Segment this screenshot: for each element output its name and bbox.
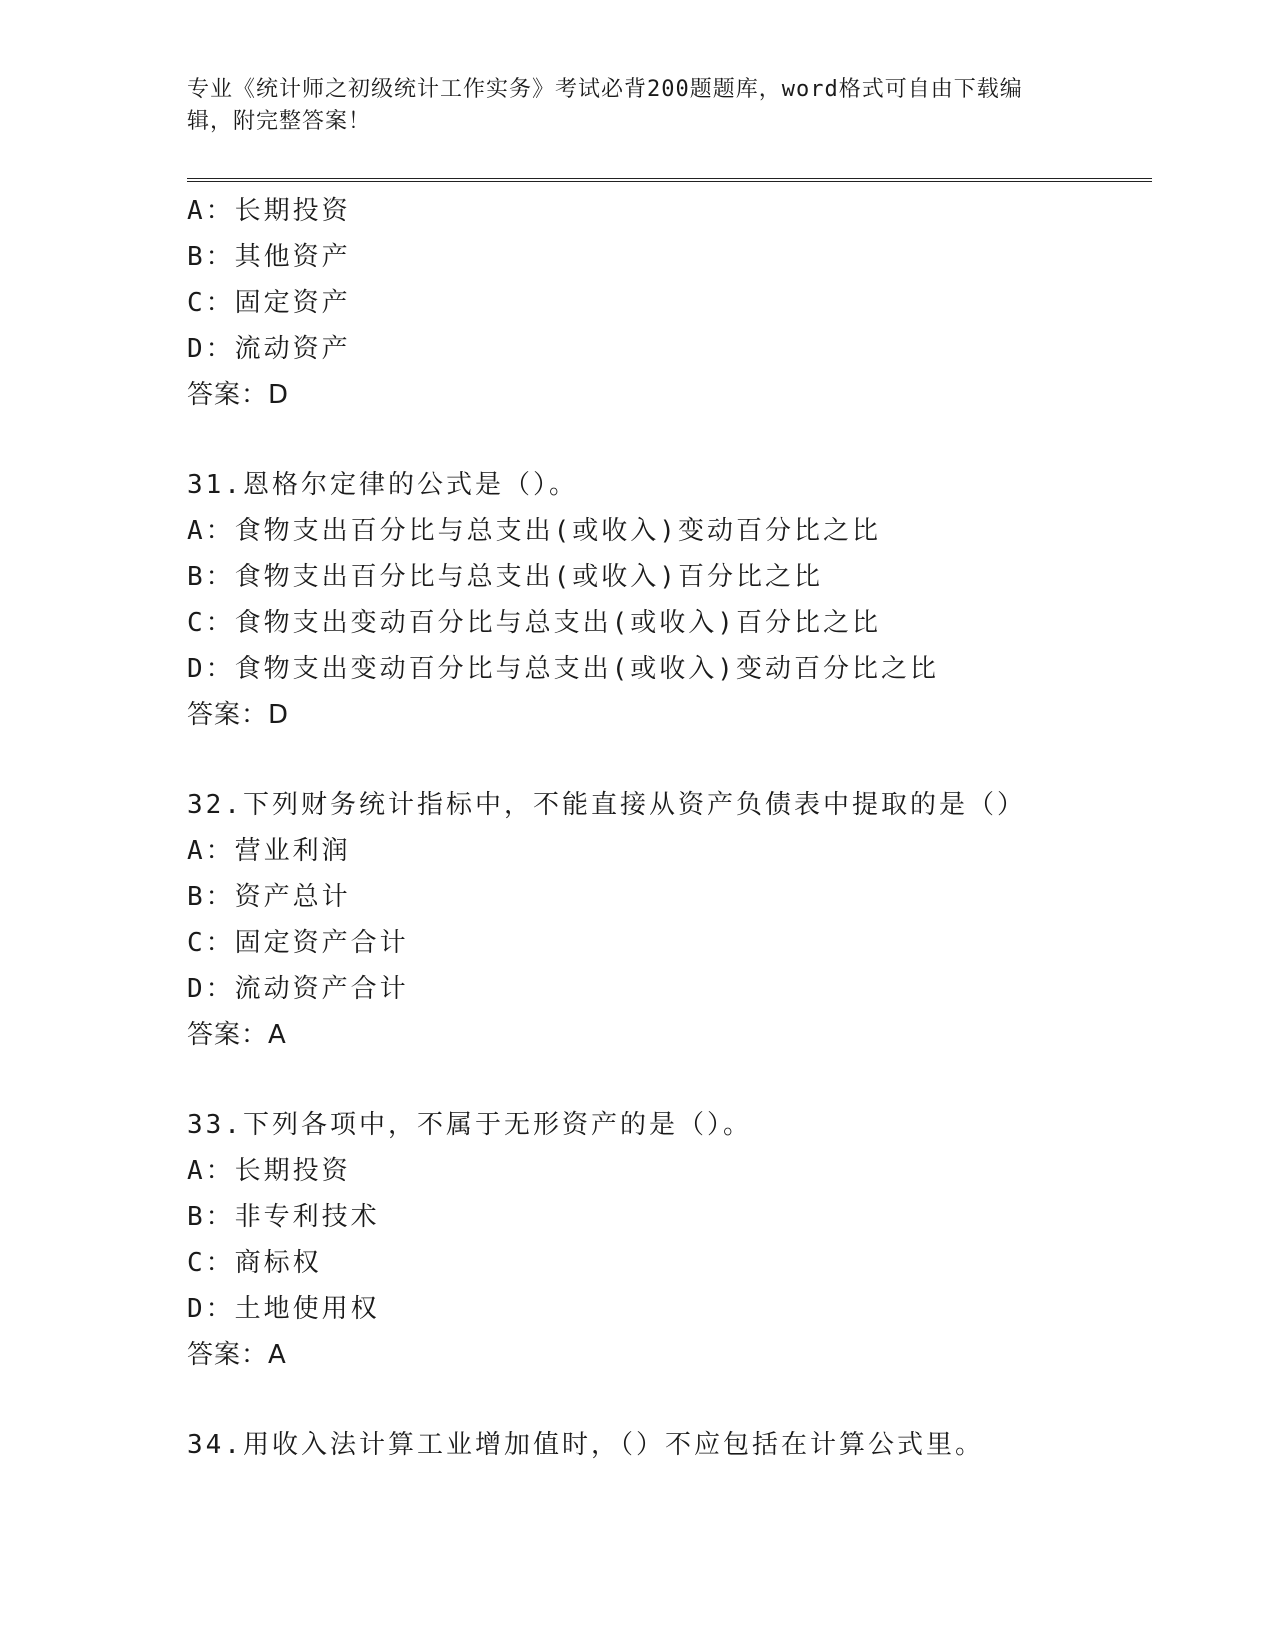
option-c: C：固定资产 (187, 288, 351, 318)
question-block (187, 1422, 1167, 1468)
question-block (187, 188, 1167, 418)
option-a: A：食物支出百分比与总支出(或收入)变动百分比之比 (187, 516, 881, 546)
option-a: A：长期投资 (187, 196, 351, 226)
option-b: B：食物支出百分比与总支出(或收入)百分比之比 (187, 562, 823, 592)
answer-line: 答案：A (187, 1020, 287, 1050)
question-stem: 33.下列各项中，不属于无形资产的是（）。 (187, 1110, 752, 1140)
question-block (187, 1102, 1167, 1378)
document-header: 专业《统计师之初级统计工作实务》考试必背200题题库，word格式可自由下载编辑，附完整答案！ (187, 77, 1023, 134)
answer-line: 答案：A (187, 1340, 287, 1370)
option-d: D：食物支出变动百分比与总支出(或收入)变动百分比之比 (187, 654, 939, 684)
option-b: B：非专利技术 (187, 1202, 380, 1232)
option-a: A：长期投资 (187, 1156, 351, 1186)
answer-line: 答案：D (187, 380, 290, 410)
option-c: C：食物支出变动百分比与总支出(或收入)百分比之比 (187, 608, 881, 638)
answer-line: 答案：D (187, 700, 290, 730)
question-block (187, 782, 1167, 1058)
question-stem: 32.下列财务统计指标中，不能直接从资产负债表中提取的是（） (187, 790, 1026, 820)
option-b: B：其他资产 (187, 242, 351, 272)
option-d: D：流动资产 (187, 334, 351, 364)
option-d: D：流动资产合计 (187, 974, 409, 1004)
question-list (187, 188, 1167, 1468)
question-stem: 31.恩格尔定律的公式是（）。 (187, 470, 578, 500)
header-divider (187, 178, 1152, 182)
option-b: B：资产总计 (187, 882, 351, 912)
question-block (187, 462, 1167, 738)
option-a: A：营业利润 (187, 836, 351, 866)
option-c: C：固定资产合计 (187, 928, 409, 958)
question-stem: 34.用收入法计算工业增加值时，（）不应包括在计算公式里。 (187, 1430, 984, 1460)
option-d: D：土地使用权 (187, 1294, 380, 1324)
option-c: C：商标权 (187, 1248, 322, 1278)
